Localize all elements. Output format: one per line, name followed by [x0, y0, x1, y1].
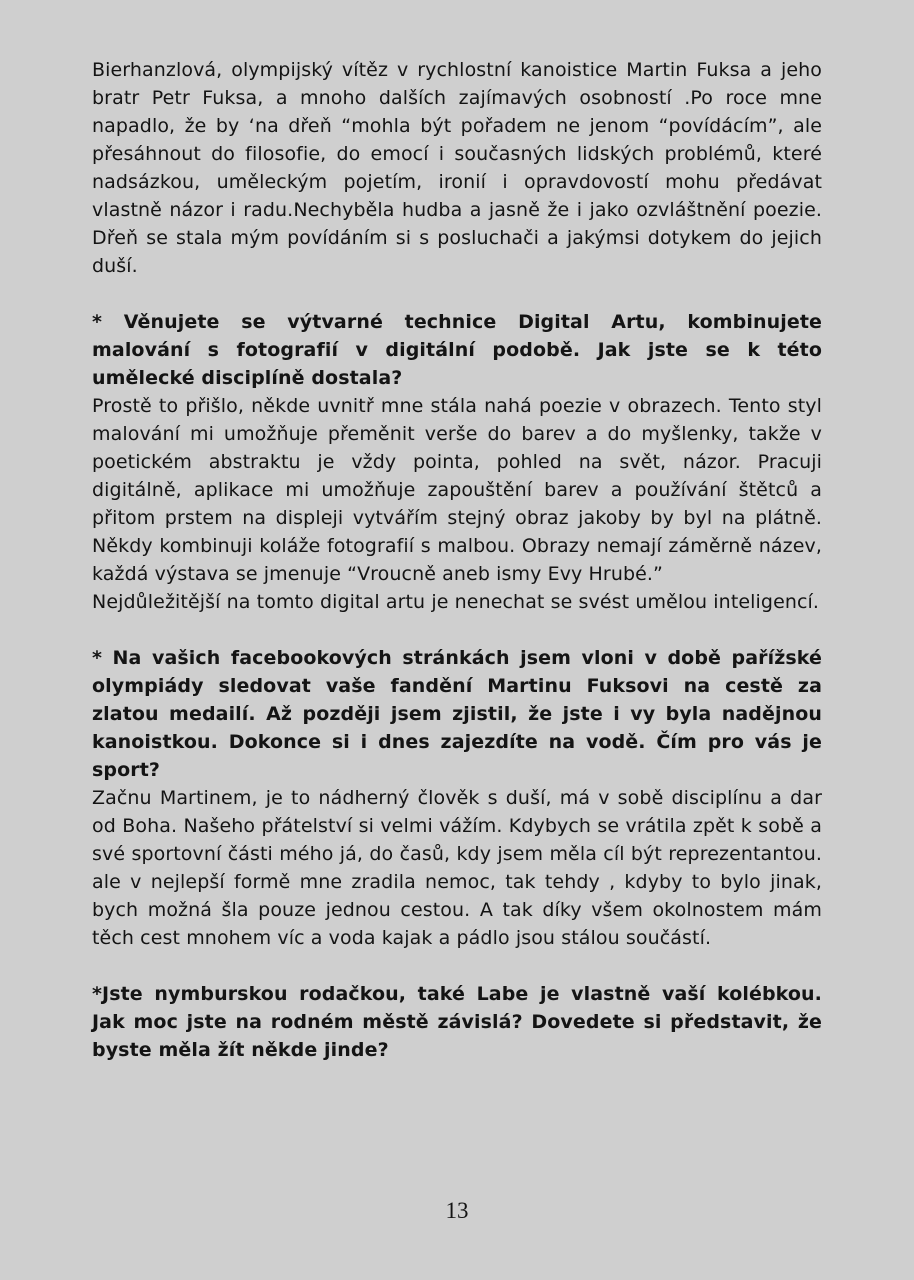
question-digital-art: * Věnujete se výtvarné technice Digital Artu, kombinujete malování s fotografií v digitální podobě. Jak jste se k této umělecké disciplíně dostala? [92, 311, 822, 389]
spacer [92, 280, 822, 308]
answer-digital-art-continued: Nejdůležitější na tomto digital artu je nenechat se svést umělou inteligencí. [92, 591, 820, 613]
spacer [92, 952, 822, 980]
answer-digital-art: Prostě to přišlo, někde uvnitř mne stála nahá poezie v obrazech. Tento styl malování mi umožňuje přeměnit verše do barev a do myšlenky, takže v poetickém abstraktu je vždy pointa, pohled na svět, názor. Pracuji digitálně, aplikace mi umožňuje zapouštění barev a používání štětců a přitom prstem na displeji vytvářím stejný obraz jakoby by byl na plátně. Někdy kombinuji koláže fotografií s malbou. Obrazy nemají záměrně název, každá výstava se jmenuje “Vroucně aneb ismy Evy Hrubé.” [92, 395, 822, 585]
question-sport: * Na vašich facebookových stránkách jsem vloni v době pařížské olympiády sledovat vaše fandění Martinu Fuksovi na cestě za zlatou medailí. Až později jsem zjistil, že jste i vy byla nadějnou kanoistkou. Dokonce si i dnes zajezdíte na vodě. Čím pro vás je sport? [92, 647, 822, 781]
document-body [92, 56, 822, 1064]
question-hometown: *Jste nymburskou rodačkou, také Labe je vlastně vaší kolébkou. Jak moc jste na rodném městě závislá? Dovedete si představit, že byste měla žít někde jinde? [92, 983, 822, 1061]
page-number: 13 [445, 1198, 469, 1223]
paragraph-intro: Bierhanzlová, olympijský vítěz v rychlostní kanoistice Martin Fuksa a jeho bratr Petr Fuksa, a mnoho dalších zajímavých osobností .Po roce mne napadlo, že by ‘na dřeň “mohla být pořadem ne jenom “povídácím”, ale přesáhnout do filosofie, do emocí i současných lidských problémů, které nadsázkou, uměleckým pojetím, ironií i opravdovostí mohu předávat vlastně názor i radu.Nechyběla hudba a jasně že i jako ozvláštnění poezie. Dřeň se stala mým povídáním si s posluchači a jakýmsi dotykem do jejich duší. [92, 59, 822, 277]
spacer [92, 616, 822, 644]
answer-sport: Začnu Martinem, je to nádherný člověk s duší, má v sobě disciplínu a dar od Boha. Našeho přátelství si velmi vážím. Kdybych se vrátila zpět k sobě a své sportovní části mého já, do časů, kdy jsem měla cíl být reprezentantou. ale v nejlepší formě mne zradila nemoc, tak tehdy , kdyby to bylo jinak, bych možná šla pouze jednou cestou. A tak díky všem okolnostem mám těch cest mnohem víc a voda kajak a pádlo jsou stálou součástí. [92, 787, 822, 949]
